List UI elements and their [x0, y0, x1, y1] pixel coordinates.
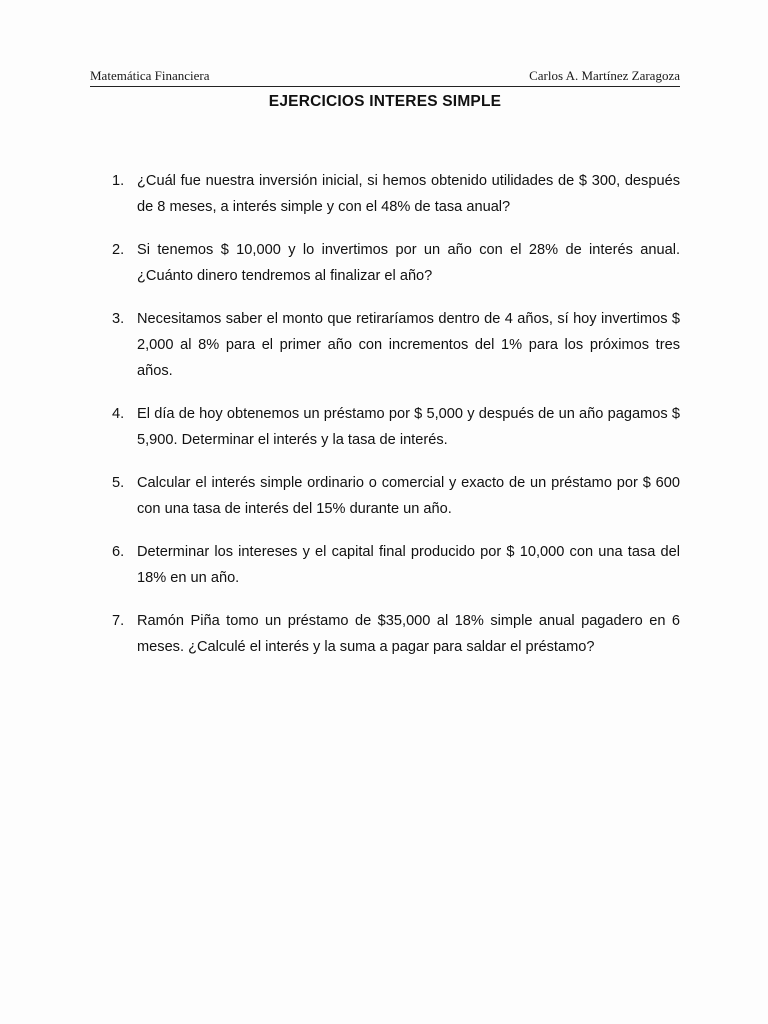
exercise-text: Si tenemos $ 10,000 y lo invertimos por un año con el 28% de interés anual. ¿Cuánto dinero tendremos al finalizar el año?	[137, 242, 680, 284]
exercise-number: 7.	[112, 613, 125, 629]
exercise-item	[110, 539, 680, 591]
exercise-text: Ramón Piña tomo un préstamo de $35,000 al 18% simple anual pagadero en 6 meses. ¿Calculé el interés y la suma a pagar para saldar el préstamo?	[137, 613, 680, 655]
header-divider	[90, 86, 680, 87]
page-title: EJERCICIOS INTERES SIMPLE	[268, 93, 502, 110]
exercise-item	[110, 608, 680, 660]
exercise-item	[110, 168, 680, 220]
exercise-number: 5.	[112, 475, 125, 491]
exercise-item	[110, 401, 680, 453]
exercise-item	[110, 237, 680, 289]
exercise-number: 3.	[112, 311, 125, 327]
page-header	[90, 66, 680, 86]
exercise-text: Calcular el interés simple ordinario o comercial y exacto de un préstamo por $ 600 con una tasa de interés del 15% durante un año.	[137, 475, 680, 517]
exercise-number: 4.	[112, 406, 125, 422]
header-author: Carlos A. Martínez Zaragoza	[529, 68, 680, 83]
exercise-text: Necesitamos saber el monto que retiraríamos dentro de 4 años, sí hoy invertimos $ 2,000 al 8% para el primer año con incrementos del 1% para los próximos tres años.	[137, 311, 680, 379]
exercise-list	[110, 168, 680, 677]
exercise-item	[110, 470, 680, 522]
exercise-item	[110, 306, 680, 384]
exercise-text: ¿Cuál fue nuestra inversión inicial, si hemos obtenido utilidades de $ 300, después de 8 meses, a interés simple y con el 48% de tasa anual?	[137, 173, 680, 215]
exercise-number: 1.	[112, 173, 125, 189]
header-subject: Matemática Financiera	[90, 68, 210, 83]
exercise-text: Determinar los intereses y el capital final producido por $ 10,000 con una tasa del 18% en un año.	[137, 544, 680, 586]
exercise-number: 6.	[112, 544, 125, 560]
exercise-number: 2.	[112, 242, 125, 258]
exercise-text: El día de hoy obtenemos un préstamo por $ 5,000 y después de un año pagamos $ 5,900. Determinar el interés y la tasa de interés.	[137, 406, 680, 448]
